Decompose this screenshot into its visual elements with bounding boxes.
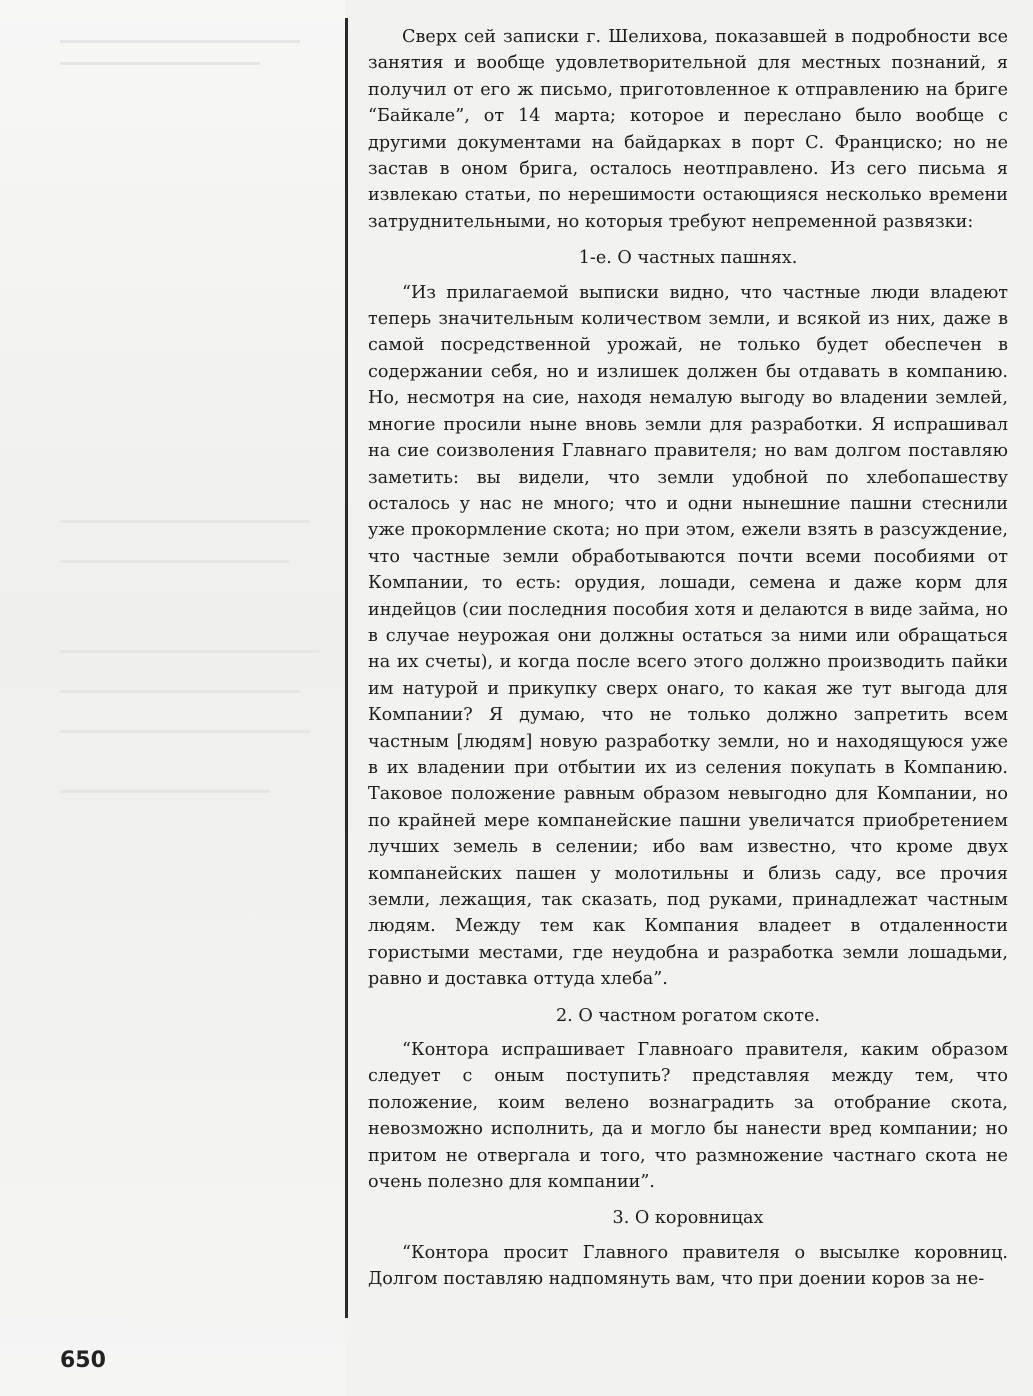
section-heading-3: 3. О коровницах — [612, 1208, 764, 1229]
bleed-through-line — [60, 40, 300, 43]
paragraph-private-cattle: “Контора испрашивает Главноаго правителя, каким образом следует с оным поступить? представляя между тем, что положение, коим велено вознаградить за отобрание скота, невозможно исполнить, да и могло бы нанести вред компании; но притом не отвергала и того, что размножение частнаго скота не очень полезно для компании”. — [368, 1040, 1008, 1193]
bleed-through-line — [60, 520, 310, 523]
paragraph-intro: Сверх сей записки г. Шелихова, показавшей в подробности все занятия и вообще удовлетворительной для местных познаний, я получил от его ж письмо, приготовленное к отправлению на бриге “Байкале”, от 14 марта; которое и переслано было вообще с другими документами на байдарках в порт С. Франциско; но не застав в оном брига, осталось неотправлено. Из сего письма я извлекаю статьи, по нерешимости остающияся несколько времени затруднительными, но которыя требуют непременной развязки: — [368, 27, 1008, 232]
page-number: 650 — [60, 1348, 106, 1373]
bleed-through-line — [60, 790, 270, 793]
bleed-through-line — [60, 650, 320, 653]
blank-margin — [0, 0, 345, 1396]
section-heading-1: 1-е. О частных пашнях. — [578, 248, 798, 269]
text-column — [368, 24, 1008, 1293]
paragraph-milkmaids: “Контора просит Главного правителя о высылке коровниц. Долгом поставляю надпомянуть вам, что при доении коров за не- — [368, 1242, 1008, 1290]
bleed-through-line — [60, 690, 300, 693]
section-heading-2: 2. О частном рогатом скоте. — [555, 1005, 821, 1026]
bleed-through-line — [60, 62, 260, 65]
margin-rule — [345, 18, 348, 1318]
bleed-through-line — [60, 560, 290, 563]
paragraph-private-fields: “Из прилагаемой выписки видно, что частные люди владеют теперь значительным количеством земли, и всякой из них, даже в самой посредственной урожай, не только будет обеспечен в содержании себя, но и излишек должен бы отдавать в компанию. Но, несмотря на сие, находя немалую выгоду во владении землей, многие просили ныне вновь земли для разработки. Я испрашивал на сие соизволения Главнаго правителя; но вам долгом поставляю заметить: вы видели, что земли удобной по хлебопашеству осталось у нас не много; что и одни нынешние пашни стеснили уже прокормление скота; но при этом, ежели взять в разсуждение, что частные земли обработываются почти всеми пособиями от Компании, то есть: орудия, лошади, семена и даже корм для индейцов (сии последния пособия хотя и делаются в виде займа, но в случае неурожая они должны остаться за ними или обращаться на их счеты), и когда после всего этого должно производить пайки им натурой и прикупку сверх онаго, то какая же тут выгода для Компании? Я думаю, что не только должно запретить всем частным [людям] новую разработку земли, но и находящуюся уже в их владении при отбытии их из селения покупать в Компанию. Таковое положение равным образом невыгодно для Компании, но по крайней мере компанейские пашни увеличатся приобретением лучших земель в селении; ибо вам известно, что кроме двух компанейских пашен у молотильны и близь саду, все прочия земли, лежащия, так сказать, под руками, принадлежат частным людям. Между тем как Компания владеет в отдаленности гористыми местами, где неудобна и разработка земли лошадьми, равно и доставка оттуда хлеба”. — [368, 282, 1008, 990]
bleed-through-line — [60, 730, 310, 733]
